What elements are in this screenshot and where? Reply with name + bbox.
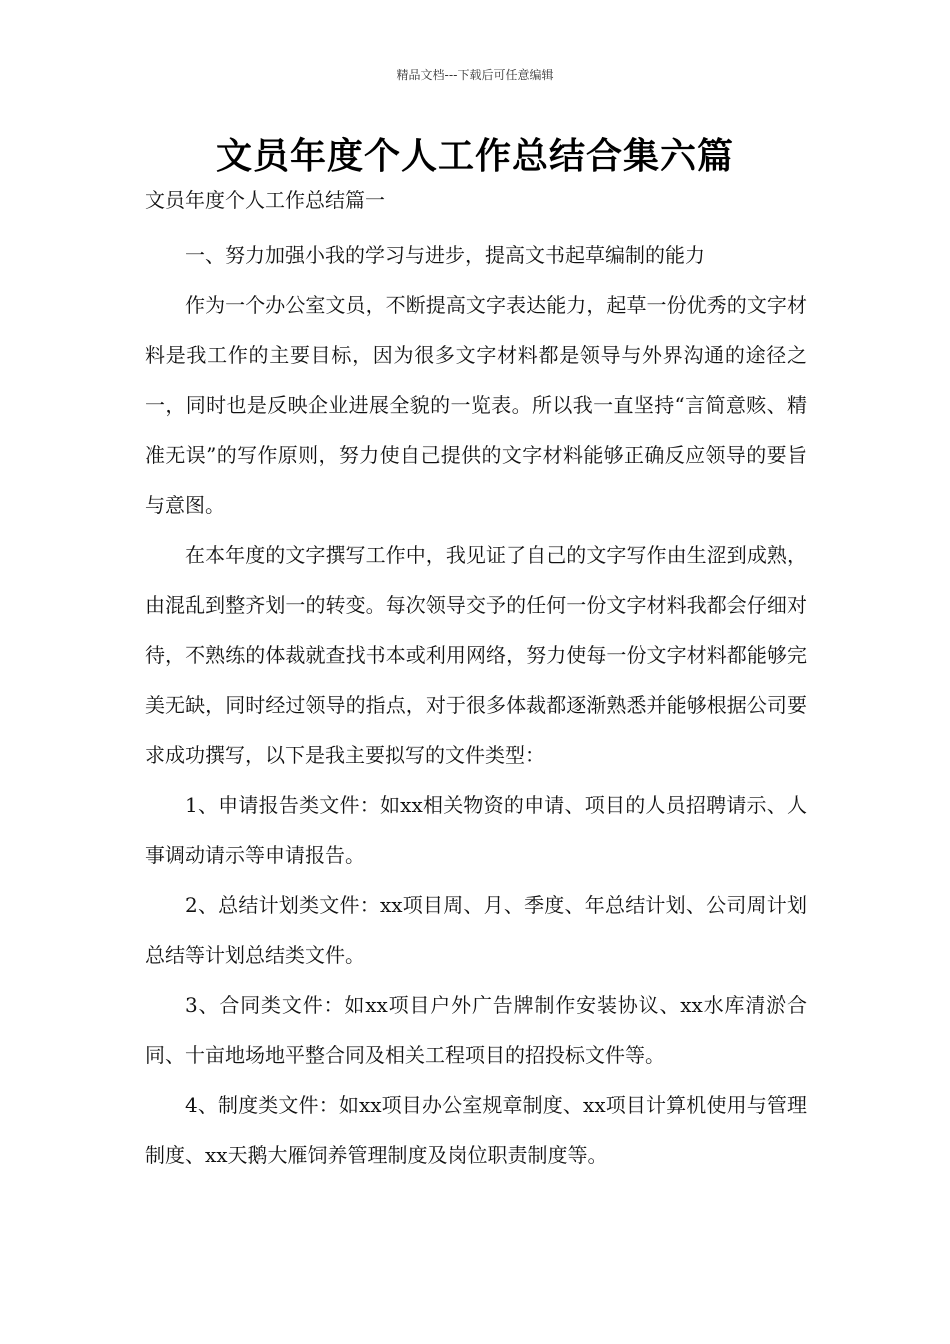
paragraph-7: 4、制度类文件：如xx项目办公室规章制度、xx项目计算机使用与管理制度、xx天鹅大雁饲养管理制度及岗位职责制度等。 <box>145 1093 807 1167</box>
page-header: 精品文档---下载后可任意编辑 <box>396 68 554 82</box>
paragraph-2: 作为一个办公室文员，不断提高文字表达能力，起草一份优秀的文字材料是我工作的主要目标，因为很多文字材料都是领导与外界沟通的途径之一，同时也是反映企业进展全貌的一览表。所以我一直坚持“言简意赅、精准无误”的写作原则，努力使自己提供的文字材料能够正确反应领导的要旨与意图。 <box>145 293 807 517</box>
section-subtitle: 文员年度个人工作总结篇一 <box>145 188 385 212</box>
document-title: 文员年度个人工作总结合集六篇 <box>215 136 734 177</box>
paragraph-3: 在本年度的文字撰写工作中，我见证了自己的文字写作由生涩到成熟，由混乱到整齐划一的转变。每次领导交予的任何一份文字材料我都会仔细对待，不熟练的体裁就查找书本或利用网络，努力使每一份文字材料都能够完美无缺，同时经过领导的指点，对于很多体裁都逐渐熟悉并能够根据公司要求成功撰写，以下是我主要拟写的文件类型： <box>145 543 807 767</box>
paragraph-6: 3、合同类文件：如xx项目户外广告牌制作安装协议、xx水库清淤合同、十亩地场地平整合同及相关工程项目的招投标文件等。 <box>145 993 807 1067</box>
document-body <box>145 180 807 1180</box>
paragraph-5: 2、总结计划类文件：xx项目周、月、季度、年总结计划、公司周计划总结等计划总结类文件。 <box>145 893 807 967</box>
paragraph-1: 一、努力加强小我的学习与进步，提高文书起草编制的能力 <box>185 243 705 267</box>
paragraph-4: 1、申请报告类文件：如xx相关物资的申请、项目的人员招聘请示、人事调动请示等申请报告。 <box>145 793 807 867</box>
